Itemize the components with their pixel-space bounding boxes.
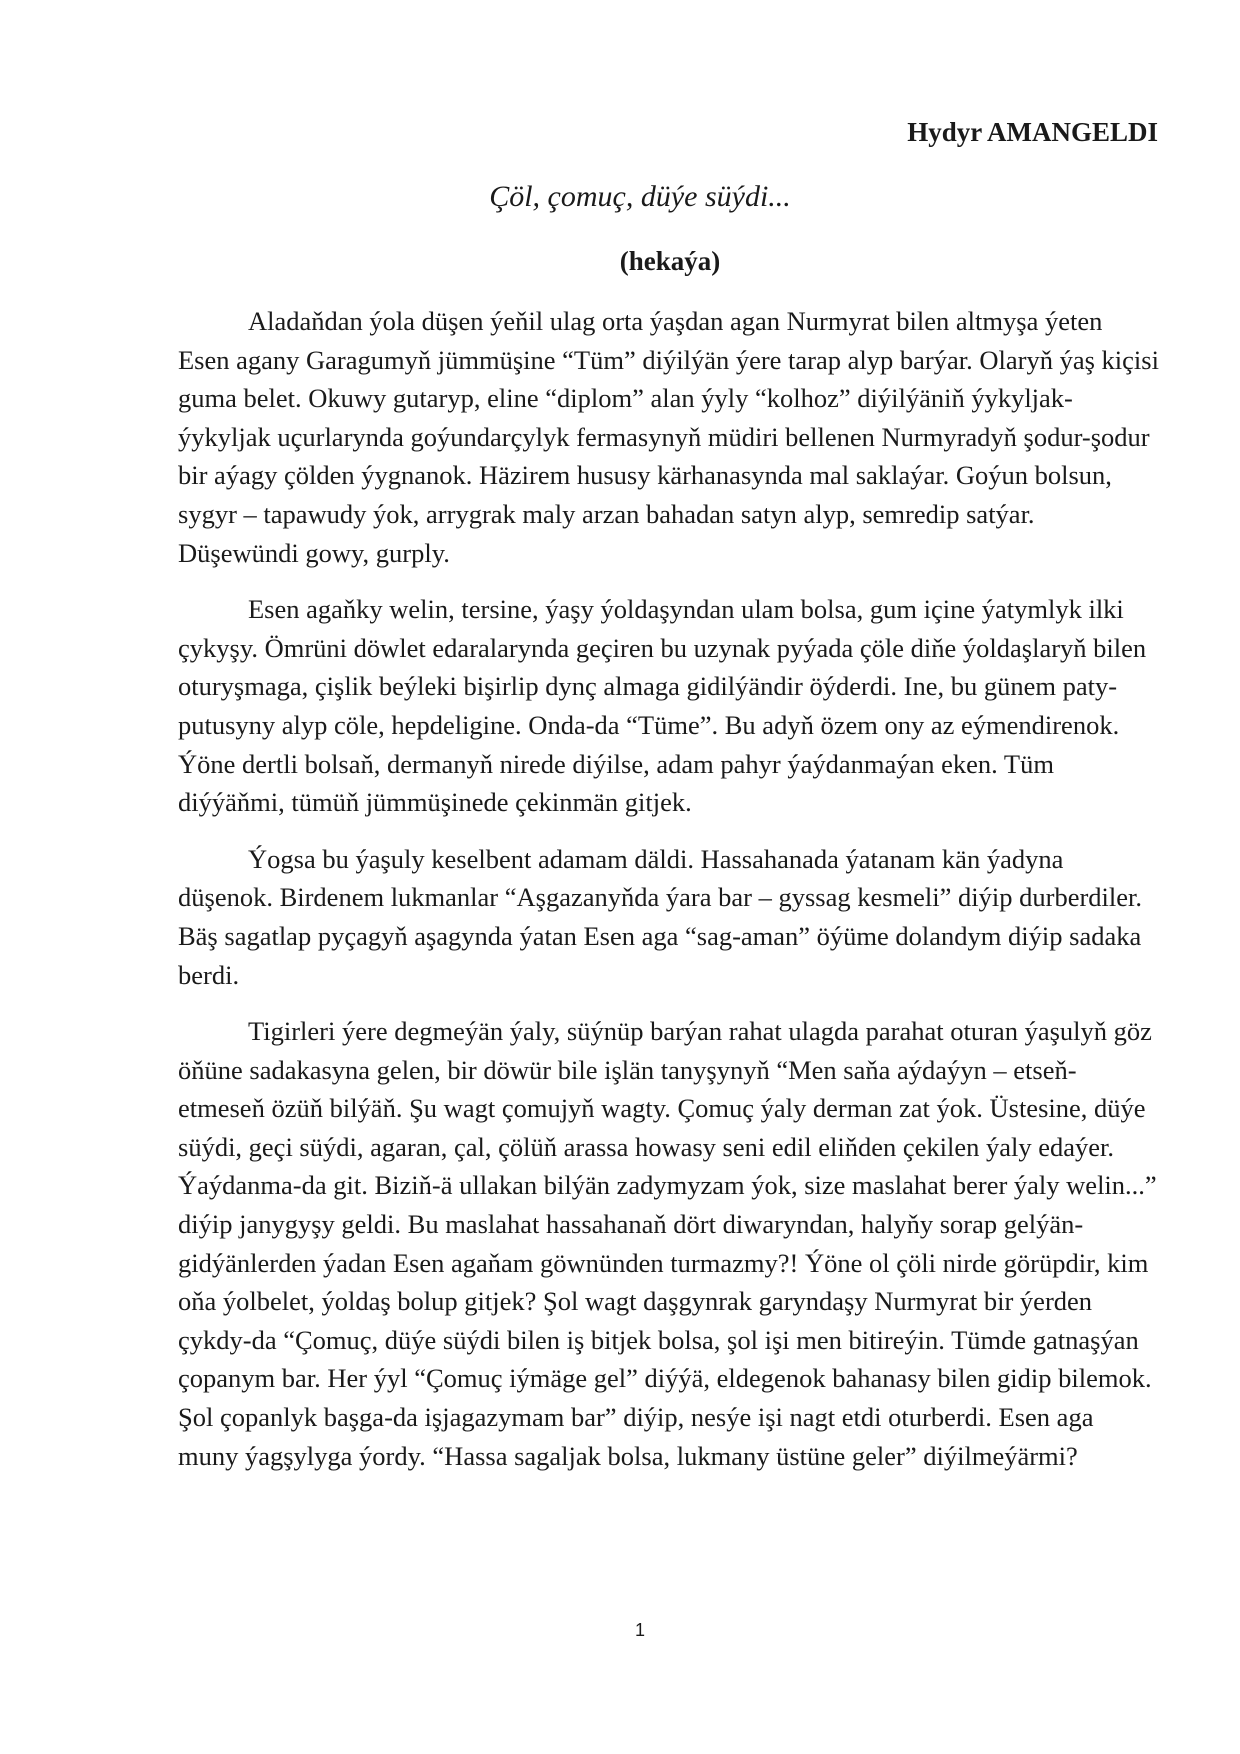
story-body bbox=[178, 302, 1160, 1493]
paragraph-4: Tigirleri ýere degmeýän ýaly, süýnüp barýan rahat ulagda parahat oturan ýaşulyň göz öňüne sadakasyna gelen, bir döwür bile işlän tanyşynyň “Men saňa aýdaýyn – etseň-etmeseň özüň bilýäň. Şu wagt çomujyň wagty. Çomuç ýaly derman zat ýok. Üstesine, düýe süýdi, geçi süýdi, agaran, çal, çölüň arassa howasy seni edil eliňden çekilen ýaly edaýer. Ýaýdanma-da git. Biziň-ä ullakan bilýän zadymyzam ýok, size maslahat berer ýaly welin...” diýip janygyşy geldi. Bu maslahat hassahanaň dört diwaryndan, halyňy sorap gelýän-gidýänlerden ýadan Esen agaňam göwnünden turmazmy?! Ýöne ol çöli nirde görüpdir, kim oňa ýolbelet, ýoldaş bolup gitjek? Şol wagt daşgynrak garyndaşy Nurmyrat bir ýerden çykdy-da “Çomuç, düýe süýdi bilen iş bitjek bolsa, şol işi men bitireýin. Tümde gatnaşýan çopanym bar. Her ýyl “Çomuç iýmäge gel” diýýä, eldegenok bahanasy bilen gidip bilemok. Şol çopanlyk başga-da işjagazymam bar” diýip, nesýe işi nagt etdi oturberdi. Esen aga muny ýagşylyga ýordy. “Hassa sagaljak bolsa, lukmany üstüne geler” diýilmeýärmi? bbox=[178, 1016, 1157, 1471]
story-genre-subtitle: (hekaýa) bbox=[619, 246, 721, 276]
author-name: Hydyr AMANGELDI bbox=[907, 117, 1158, 147]
paragraph-3: Ýogsa bu ýaşuly keselbent adamam däldi. Hassahanada ýatanam kän ýadyna düşenok. Birdenem lukmanlar “Aşgazanyňda ýara bar – gyssag kesmeli” diýip durberdiler. Bäş sagatlap pyçagyň aşagynda ýatan Esen aga “sag-aman” öýüme dolandym diýip sadaka berdi. bbox=[178, 843, 1143, 990]
page-number: 1 bbox=[634, 1620, 645, 1640]
story-title: Çöl, çomuç, düýe süýdi... bbox=[489, 180, 791, 213]
paragraph-2: Esen agaňky welin, tersine, ýaşy ýoldaşyndan ulam bolsa, gum içine ýatymlyk ilki çykyşy. Ömrüni döwlet edaralarynda geçiren bu uzynak pyýada çöle diňe ýoldaşlaryň bilen oturyşmaga, çişlik beýleki bişirlip dynç almaga gidilýändir öýderdi. Ine, bu günem paty-putusyny alyp cöle, hepdeligine. Onda-da “Tüme”. Bu adyň özem ony az eýmendirenok. Ýöne dertli bolsaň, dermanyň nirede diýilse, adam pahyr ýaýdanmaýan eken. Tüm diýýäňmi, tümüň jümmüşinede çekinmän gitjek. bbox=[178, 594, 1147, 818]
paragraph-1: Aladaňdan ýola düşen ýeňil ulag orta ýaşdan agan Nurmyrat bilen altmyşa ýeten Esen agany Garagumyň jümmüşine “Tüm” diýilýän ýere tarap alyp barýar. Olaryň ýaş kiçisi guma belet. Okuwy gutaryp, eline “diplom” alan ýyly “kolhoz” diýilýäniň ýykyljak-ýykyljak uçurlarynda goýundarçylyk fermasynyň müdiri bellenen Nurmyradyň şodur-şodur bir aýagy çölden ýygnanok. Häzirem hususy kärhanasynda mal saklaýar. Goýun bolsun, sygyr – tapawudy ýok, arrygrak maly arzan bahadan satyn alyp, semredip satýar. Düşewündi gowy, gurply. bbox=[178, 306, 1159, 568]
